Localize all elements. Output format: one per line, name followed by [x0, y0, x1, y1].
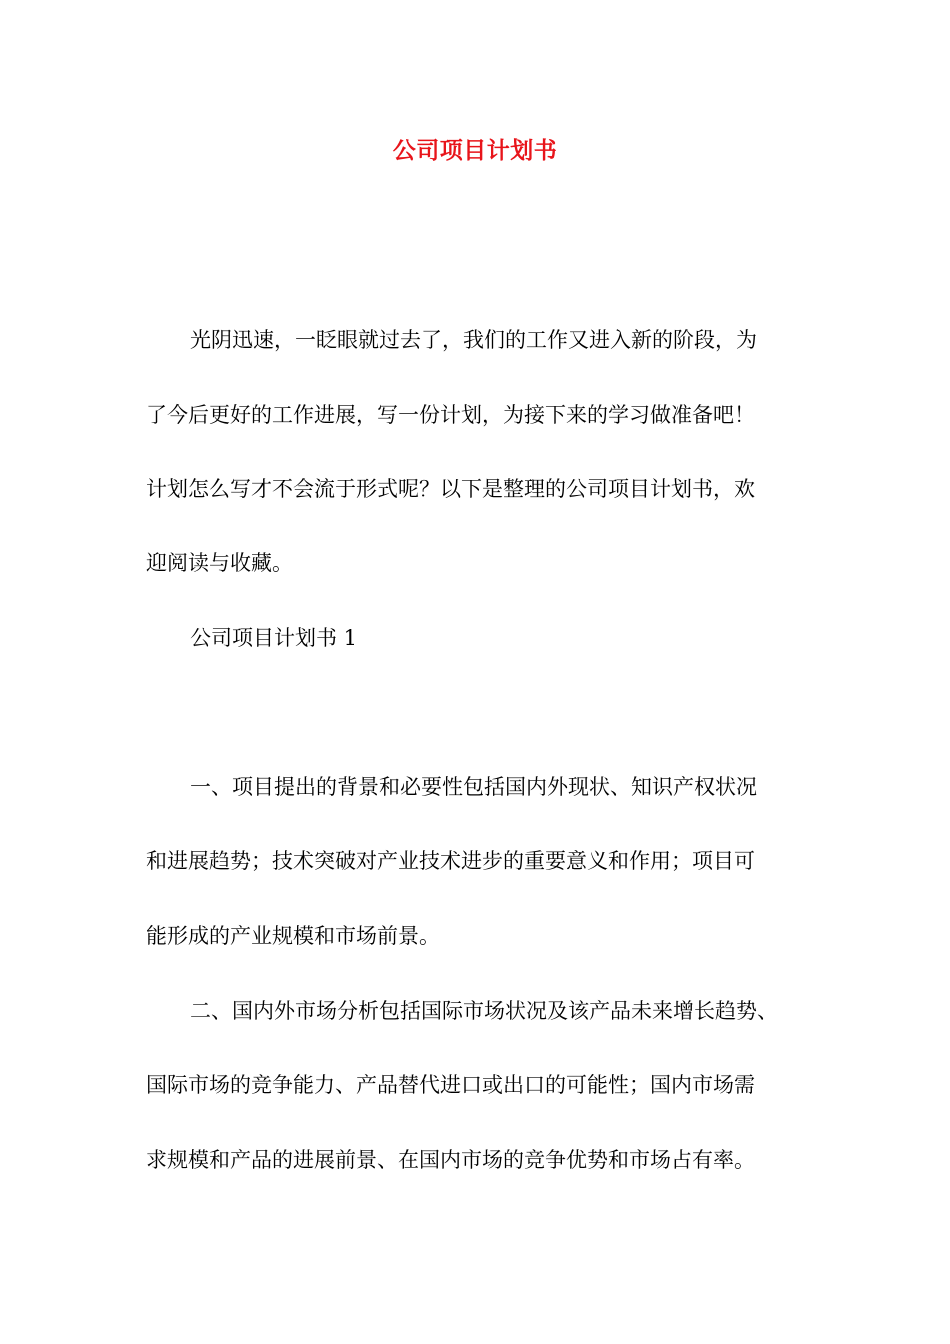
paragraph-line: 迎阅读与收藏。	[146, 551, 293, 575]
paragraph-line: 能形成的产业规模和市场前景。	[146, 924, 440, 948]
paragraph-line: 和进展趋势；技术突破对产业技术进步的重要意义和作用；项目可	[146, 849, 755, 873]
paragraph-line: 了今后更好的工作进展，写一份计划，为接下来的学习做准备吧！	[146, 403, 755, 427]
paragraph-line: 国际市场的竞争能力、产品替代进口或出口的可能性；国内市场需	[146, 1073, 755, 1097]
paragraph-line: 计划怎么写才不会流于形式呢？以下是整理的公司项目计划书，欢	[146, 477, 755, 501]
document-title: 公司项目计划书	[392, 137, 558, 164]
paragraph-line: 求规模和产品的进展前景、在国内市场的竞争优势和市场占有率。	[146, 1148, 755, 1172]
paragraph-line: 一、项目提出的背景和必要性包括国内外现状、知识产权状况	[190, 775, 757, 799]
paragraph-line: 二、国内外市场分析包括国际市场状况及该产品未来增长趋势、	[190, 999, 778, 1023]
paragraph-line: 光阴迅速，一眨眼就过去了，我们的工作又进入新的阶段，为	[190, 328, 757, 352]
section-heading: 公司项目计划书 1	[190, 626, 358, 650]
